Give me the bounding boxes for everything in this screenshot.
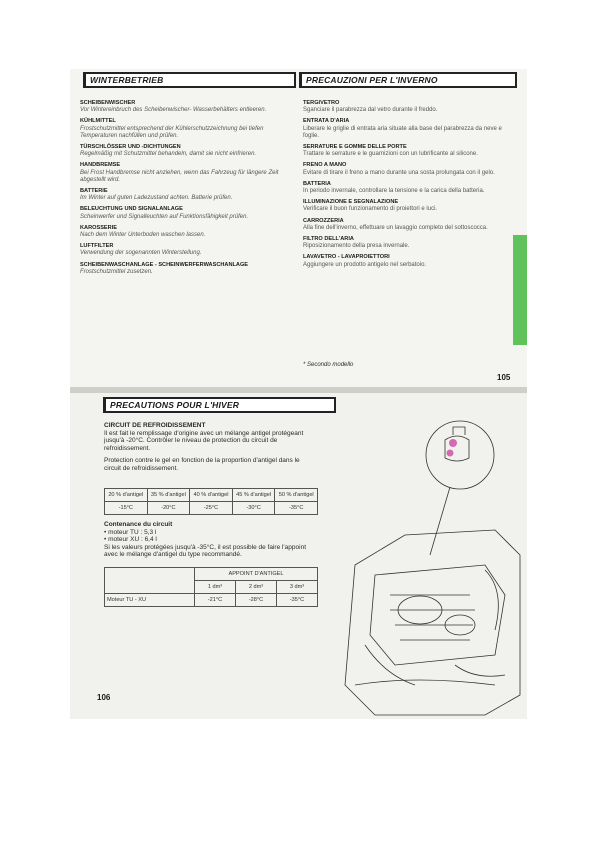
antifreeze-table xyxy=(104,488,318,515)
topup-value-1: -21°C xyxy=(195,594,236,607)
german-section-title: KÜHLMITTEL xyxy=(80,118,116,125)
antifreeze-percent-header: 45 % d'antigel xyxy=(232,489,275,502)
intro-text: Il est fait le remplissage d'origine avec un mélange antigel protégeant jusqu'à -20°C. Contrôler le niveau de protection du circuit de refroidissement. xyxy=(104,429,304,452)
topup-group-header: APPOINT D'ANTIGEL xyxy=(195,568,318,581)
german-section-title: LUFTFILTER xyxy=(80,243,114,250)
italian-section-body: Trattare le serrature e le guarnizioni con un lubrificante al silicone. xyxy=(303,151,478,158)
page-number-105: 105 xyxy=(497,373,511,382)
german-section-title: TÜRSCHLÖSSER UND -DICHTUNGEN xyxy=(80,144,181,151)
italian-section-body: Riposizionamento della presa invernale. xyxy=(303,243,410,250)
capacity-text: Si les valeurs protégées jusqu'à -35°C, il est possible de faire l'appoint avec le mélange d'antigel du type recommandé. xyxy=(104,543,306,559)
antifreeze-topup-table xyxy=(104,567,318,607)
german-section-title: BATTERIE xyxy=(80,188,108,195)
italian-section-body: Aggiungere un prodotto antigelo nel serbatoio. xyxy=(303,261,427,268)
german-section-body: Nach dem Winter Unterboden waschen lassen. xyxy=(80,232,206,239)
topup-value-2: -28°C xyxy=(235,594,276,607)
coolant-block xyxy=(104,422,314,473)
italian-section-body: Evitare di tirare il freno a mano durante una sosta prolungata con il gelo. xyxy=(303,169,495,176)
topup-col-2: 2 dm³ xyxy=(235,581,276,594)
capacity-block xyxy=(104,521,316,559)
topup-value-3: -35°C xyxy=(276,594,317,607)
antifreeze-temp-value: -30°C xyxy=(232,502,275,515)
german-section-title: SCHEIBENWASCHANLAGE - SCHEINWERFERWASCHANLAGE xyxy=(80,261,249,268)
footnote: * Secondo modello xyxy=(303,362,354,368)
italian-section-body: Alla fine dell'inverno, effettuare un lavaggio completo del sottoscocca. xyxy=(303,224,488,231)
coolant-cap-detail xyxy=(445,436,469,461)
german-section-body: Scheinwerfer und Signalleuchten auf Funktionsfähigkeit prüfen. xyxy=(80,213,249,220)
german-section-body: Frostschutzmittel entsprechend der Kühlerschutzzeichnung bei tiefen Temperaturen nachfüllen und prüfen. xyxy=(80,125,264,139)
german-column xyxy=(80,100,280,280)
antifreeze-percent-header: 40 % d'antigel xyxy=(190,489,233,502)
german-section-title: SCHEIBENWISCHER xyxy=(80,100,136,106)
german-section-body: Vor Wintereinbruch des Scheibenwischer- Wasserbehälters entleeren. xyxy=(80,107,267,114)
italian-section-body: Verificare il buon funzionamento di proiettori e luci. xyxy=(303,206,438,213)
topup-col-1: 1 dm³ xyxy=(195,581,236,594)
italian-section-title: TERGIVETRO xyxy=(303,100,340,106)
header-precauzioni: PRECAUZIONI PER L'INVERNO xyxy=(299,72,517,88)
italian-section-title: ENTRATA D'ARIA xyxy=(303,118,350,125)
italian-section-body: In periodo invernale, controllare la tensione e la carica della batteria. xyxy=(303,188,485,195)
antifreeze-percent-header: 35 % d'antigel xyxy=(147,489,190,502)
italian-section-body: Liberare le griglie di entrata aria situate alla base del parabrezza da neve e foglie. xyxy=(303,125,502,139)
coolant-cap-marker xyxy=(449,439,457,447)
german-section-title: KAROSSERIE xyxy=(80,224,117,231)
german-section-body: Bei Frost Handbremse nicht anziehen, wenn das Fahrzeug für längere Zeit abgestellt wird. xyxy=(80,169,279,183)
table-caption: Protection contre le gel en fonction de la proportion d'antigel dans le circuit de refroidissement. xyxy=(104,457,300,472)
antifreeze-temp-value: -20°C xyxy=(147,502,190,515)
empty-cell xyxy=(105,568,195,594)
topup-col-3: 3 dm³ xyxy=(276,581,317,594)
capacity-line-tu: • moteur TU : 5,3 l xyxy=(104,528,157,536)
antifreeze-temp-value: -25°C xyxy=(190,502,233,515)
german-section-body: Im Winter auf guten Ladezustand achten. Batterie prüfen. xyxy=(80,195,233,202)
italian-column xyxy=(303,100,503,273)
antifreeze-percent-header: 50 % d'antigel xyxy=(275,489,318,502)
engine-bay-illustration xyxy=(335,395,525,717)
header-precautions-hiver: PRECAUTIONS POUR L'HIVER xyxy=(103,397,336,413)
italian-section-title: BATTERIA xyxy=(303,180,331,187)
italian-section-title: CARROZZERIA xyxy=(303,217,344,224)
antifreeze-temp-value: -15°C xyxy=(105,502,148,515)
section-tab-green xyxy=(513,235,527,345)
capacity-line-xu: • moteur XU : 6,4 l xyxy=(104,536,157,544)
detail-magnifier-circle xyxy=(426,421,494,489)
header-winterbetrieb: WINTERBETRIEB xyxy=(83,72,296,88)
page-number-106: 106 xyxy=(97,693,111,702)
italian-section-title: FILTRO DELL'ARIA xyxy=(303,236,354,243)
antifreeze-temp-value: -35°C xyxy=(275,502,318,515)
german-section-body: Frostschutzmittel zusetzen. xyxy=(80,268,153,275)
italian-section-title: FRENO A MANO xyxy=(303,162,347,169)
german-section-body: Verwendung der sogenannten Winterstellung. xyxy=(80,250,202,257)
topup-row-label: Moteur TU - XU xyxy=(105,594,195,607)
german-section-title: HANDBREMSE xyxy=(80,162,121,169)
german-section-body: Regelmäßig mit Schutzmittel behandeln, damit sie nicht einfrieren. xyxy=(80,151,257,158)
italian-section-title: LAVAVETRO - LAVAPROIETTORI xyxy=(303,254,390,261)
italian-section-title: SERRATURE E GOMME DELLE PORTE xyxy=(303,144,407,151)
section-title-circuit: CIRCUIT DE REFROIDISSEMENT xyxy=(104,422,206,429)
german-section-title: BELEUCHTUNG UND SIGNALANLAGE xyxy=(80,206,183,213)
capacity-title: Contenance du circuit xyxy=(104,521,173,528)
italian-section-title: ILLUMINAZIONE E SEGNALAZIONE xyxy=(303,199,399,206)
italian-section-body: Sganciare il parabrezza dal vetro durante il freddo. xyxy=(303,107,438,114)
antifreeze-percent-header: 20 % d'antigel xyxy=(105,489,148,502)
